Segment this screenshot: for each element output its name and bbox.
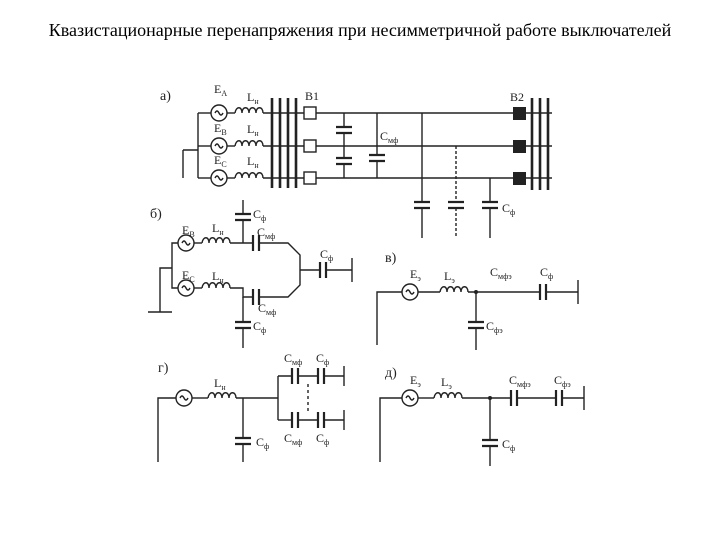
cmf-top-label: $C_{мф}$ [257, 225, 276, 241]
phase-ground-capacitor-icon [482, 202, 498, 208]
inductor-top-label: $L_н$ [212, 221, 224, 237]
cf-capacitor-icon [318, 368, 324, 384]
inductor-icon [434, 393, 462, 398]
source-c-label: $E_C$ [214, 153, 227, 169]
cf-capacitor-icon [235, 322, 251, 328]
inductor-label: $L_э$ [441, 375, 452, 391]
cmf-capacitor-icon [292, 368, 298, 384]
cf-label: $C_ф$ [502, 437, 516, 453]
breaker2-c-icon [513, 172, 526, 185]
ground-lead [380, 398, 402, 462]
source-b-label: $E_B$ [214, 121, 227, 137]
cmfe-label: $C_{мфэ}$ [490, 265, 512, 281]
cf-capacitor-icon [540, 284, 546, 300]
inductor-c-label: $L_н$ [247, 154, 259, 170]
cf-bot-label: $C_ф$ [253, 319, 267, 335]
cf-label: $C_ф$ [502, 201, 516, 217]
phase-ground-capacitor-icon [448, 202, 464, 208]
cmf-top-label: $C_{мф}$ [284, 351, 303, 367]
panel-a [160, 82, 552, 238]
panel-g [158, 351, 344, 462]
load-bus-bars [532, 98, 548, 190]
inductor-label: $L_н$ [214, 376, 226, 392]
cfe-label: $C_{фэ}$ [486, 319, 503, 335]
breaker2-a-icon [513, 107, 526, 120]
phase-a [198, 82, 552, 121]
phase-c [198, 153, 552, 186]
src-label: $E_э$ [410, 373, 421, 389]
breaker1-a-icon [304, 107, 316, 119]
cf-label: $C_ф$ [540, 265, 554, 281]
cmf-label: $C_{мф}$ [380, 129, 399, 145]
inductor-b-label: $L_н$ [247, 122, 259, 138]
cmf-bot-label: $C_{мф}$ [284, 431, 303, 447]
cfe-capacitor-icon [468, 322, 484, 328]
source-a-label: $E_A$ [214, 82, 228, 98]
cfe-label: $C_{фэ}$ [554, 373, 571, 389]
inductor-bot-label: $L_н$ [212, 269, 224, 285]
inductor-icon [440, 287, 468, 292]
panel-b-label: б) [150, 207, 162, 222]
cmf-capacitor-icon [292, 412, 298, 428]
src-bot-label: $E_C$ [182, 268, 195, 284]
cf-capacitor-icon [318, 412, 324, 428]
breaker1-c-icon [304, 172, 316, 184]
cf-top-label: $C_ф$ [253, 207, 267, 223]
cf-out-label: $C_ф$ [320, 247, 334, 263]
cfe-capacitor-icon [556, 390, 562, 406]
cmfe-label: $C_{мфэ}$ [509, 373, 531, 389]
panel-b [148, 200, 352, 348]
panel-v-label: в) [385, 251, 397, 266]
breaker1-b-icon [304, 140, 316, 152]
inductor-label: $L_э$ [444, 269, 455, 285]
inductor-c-icon [235, 173, 263, 178]
inductor-b-icon [235, 141, 263, 146]
cf-bot-label: $C_ф$ [316, 431, 330, 447]
cf-capacitor-icon [235, 438, 251, 444]
cf-ground-label: $C_ф$ [256, 435, 270, 451]
source-bus-bars [272, 98, 296, 188]
breaker2-b-icon [513, 140, 526, 153]
cmf-bot-label: $C_{мф}$ [258, 301, 277, 317]
panel-d-label: д) [385, 366, 397, 381]
cmfe-capacitor-icon [511, 390, 517, 406]
breaker1-label: В1 [305, 89, 320, 103]
page-title: Квазистационарные перенапряжения при несимметричной работе выключателей [48, 20, 672, 40]
inductor-icon [202, 283, 230, 288]
src-label: $E_э$ [410, 267, 421, 283]
panel-g-label: г) [158, 361, 169, 376]
inductor-icon [208, 393, 236, 398]
cf-capacitor-icon [320, 262, 326, 278]
cf-capacitor-icon [235, 214, 251, 220]
ground-lead [377, 292, 402, 345]
neutral-bus [183, 113, 198, 178]
breaker2-label: В2 [510, 90, 525, 104]
cf-top-label: $C_ф$ [316, 351, 330, 367]
panel-a-label: а) [160, 89, 171, 104]
inductor-a-icon [235, 108, 263, 113]
src-top-label: $E_B$ [182, 223, 195, 239]
ground-lead [158, 398, 176, 462]
interphase-capacitor-icon [369, 155, 385, 161]
ground-lead [148, 243, 178, 312]
phase-b [198, 121, 552, 154]
panel-d [380, 366, 584, 466]
phase-ground-capacitor-icon [414, 202, 430, 208]
cf-capacitor-icon [482, 440, 498, 446]
panel-v [377, 251, 578, 350]
inductor-icon [202, 238, 230, 243]
inductor-a-label: $L_н$ [247, 90, 259, 106]
